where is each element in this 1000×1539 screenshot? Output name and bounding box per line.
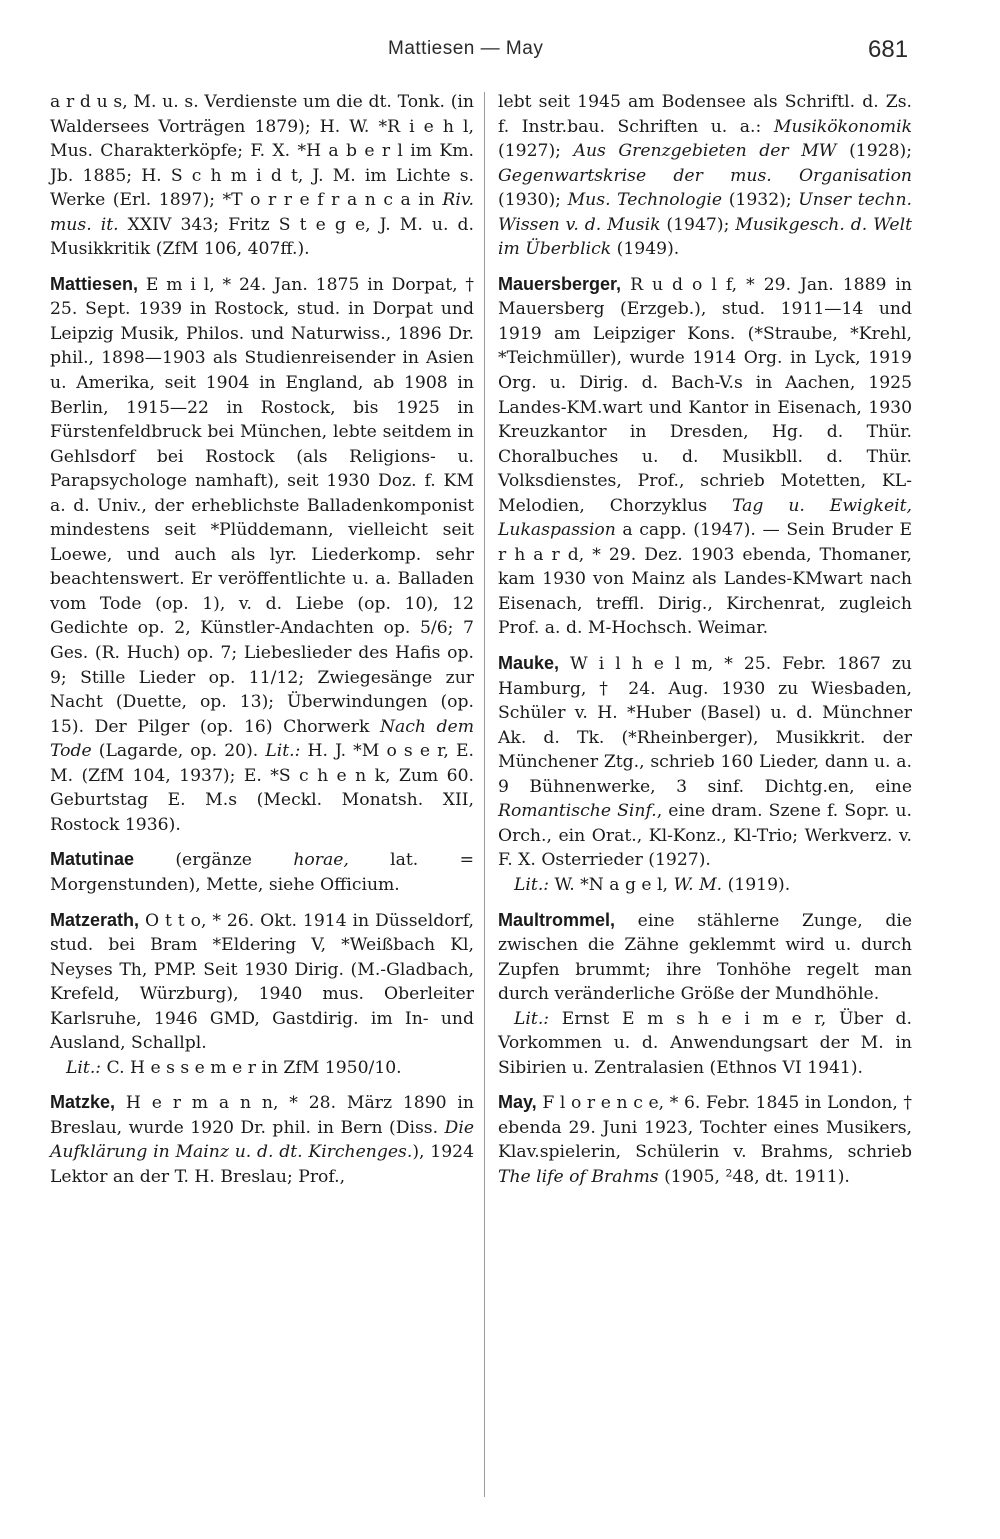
headword: May, <box>498 1092 537 1113</box>
entry-continuation-right: lebt seit 1945 am Bodensee als Schriftl. d. Zs. f. Instr.bau. Schriften u. a.: Musikökonomik (1927); Aus Grenzgebieten der MW (1928); Gegenwartskrise der mus. Organisation (1930); Mus. Technologie (1932); Unser techn. Wissen v. d. Musik (1947); Musikgesch. d. Welt im Überblick (1949). <box>498 92 913 260</box>
headword: Mattiesen, <box>50 273 139 294</box>
headword: Matutinae <box>50 849 135 870</box>
headword: Maultrommel, <box>498 909 616 930</box>
page-number: 681 <box>868 36 909 63</box>
running-title: Mattiesen — May <box>388 38 544 59</box>
right-column <box>498 90 912 1200</box>
entry-mauersberger: Mauersberger, R u d o l f, * 29. Jan. 1889 in Mauersberg (Erzgeb.), stud. 1911—14 und 1919 am Leipziger Kons. (*Straube, *Krehl, *Teichmüller), wurde 1914 Org. in Lyck, 1919 Org. u. Dirig. d. Bach-V.s in Aachen, 1925 Landes-KM.wart und Kantor in Eisenach, 1930 Kreuzkantor in Dresden, Hg. d. Thür. Choralbuches u. d. Musikbll. d. Thür. Volksdienstes, Prof., schrieb Motetten, KL-Melodien, Chorzyklus Tag u. Ewigkeit, Lukaspassion a capp. (1947). — Sein Bruder E r h a r d, * 29. Dez. 1903 ebenda, Thomaner, kam 1930 von Mainz als Landes-KMwart nach Eisenach, treffl. Dirig., Kirchenrat, zugleich Prof. a. d. M-Hochsch. Weimar. <box>498 273 913 639</box>
entry-matzerath: Matzerath, O t t o, * 26. Okt. 1914 in Düsseldorf, stud. bei Bram *Eldering V, *Weißbach Kl, Neyses Th, PMP. Seit 1930 Dirig. (M.-Gladbach, Krefeld, Würzburg), 1940 mus. Oberleiter Karlsruhe, 1946 GMD, Gastdirig. im In- und Ausland, Schallpl. Lit.: C. H e s s e m e r in ZfM 1950/10. <box>50 909 474 1078</box>
column-divider <box>484 92 485 1497</box>
entry-continuation-left: a r d u s, M. u. s. Verdienste um die dt. Tonk. (in Waldersees Vorträgen 1879); H. W. *R i e h l, Mus. Charakterköpfe; F. X. *H a b e r l im Km. Jb. 1885; H. S c h m i d t, J. M. im Lichte s. Werke (Erl. 1897); *T o r r e f r a n c a in Riv. mus. it. XXIV 343; Fritz S t e g e, J. M. u. d. Musikkritik (ZfM 106, 407ff.). <box>50 92 475 260</box>
entry-matzke: Matzke, H e r m a n n, * 28. März 1890 in Breslau, wurde 1920 Dr. phil. in Bern (Diss. Die Aufklärung in Mainz u. d. dt. Kirchenges.), 1924 Lektor an der T. H. Breslau; Prof., <box>50 1092 475 1187</box>
entry-maultrommel: Maultrommel, eine stählerne Zunge, die zwischen die Zähne geklemmt wird u. durch Zupfen brummt; ihre Tonhöhe regelt man durch veränderliche Größe der Mundhöhle. Lit.: Ernst E m s h e i m e r, Über d. Vorkommen u. d. Anwendungsart der M. in Sibirien u. Zentralasien (Ethnos VI 1941). <box>498 909 912 1078</box>
headword: Mauke, <box>498 653 560 674</box>
entry-matutinae: Matutinae (ergänze horae, lat. = Morgenstunden), Mette, siehe Officium. <box>50 849 474 895</box>
entry-may: May, F l o r e n c e, * 6. Febr. 1845 in London, † ebenda 29. Juni 1923, Tochter eines Musikers, Klav.spielerin, Schülerin v. Brahms, schrieb The life of Brahms (1905, ²48, dt. 1911). <box>498 1092 912 1187</box>
left-column <box>50 90 474 1200</box>
entry-mattiesen: Mattiesen, E m i l, * 24. Jan. 1875 in Dorpat, † 25. Sept. 1939 in Rostock, stud. in Dorpat und Leipzig Musik, Philos. und Naturwiss., 1896 Dr. phil., 1898—1903 als Studienreisender in Asien u. Amerika, seit 1904 in England, ab 1908 in Berlin, 1915—22 in Rostock, bis 1925 in Fürstenfeldbruck bei München, lebte seitdem in Gehlsdorf bei Rostock (als Religions- u. Parapsychologe namhaft), seit 1930 Doz. f. KM a. d. Univ., der erheblichste Balladenkomponist mindestens seit *Plüddemann, vielleicht seit Loewe, und auch als lyr. Liederkomp. sehr beachtenswert. Er veröffentlichte u. a. Balladen vom Tode (op. 1), v. d. Liebe (op. 10), 12 Gedichte op. 2, Künstler-Andachten op. 5/6; 7 Ges. (R. Huch) op. 7; Liebeslieder des Hafis op. 9; Stille Lieder op. 11/12; Zwiegesänge zur Nacht (Duette, op. 13); Überwindungen (op. 15). Der Pilger (op. 16) Chorwerk Nach dem Tode (Lagarde, op. 20). Lit.: H. J. *M o s e r, E. M. (ZfM 104, 1937); E. *S c h e n k, Zum 60. Geburtstag E. M.s (Meckl. Monatsh. XII, Rostock 1936). <box>50 273 475 835</box>
entry-mauke: Mauke, W i l h e l m, * 25. Febr. 1867 zu Hamburg, † 24. Aug. 1930 zu Wiesbaden, Schüler v. H. *Huber (Basel) u. d. Münchner Ak. d. Tk. (*Rheinberger), Musikkrit. der Münchener Ztg., schrieb 160 Lieder, dann u. a. 9 Bühnenwerke, 3 sinf. Dichtg.en, eine Romantische Sinf., eine dram. Szene f. Sopr. u. Orch., ein Orat., Kl-Konz., Kl-Trio; Werkverz. v. F. X. Osterrieder (1927). Lit.: W. *N a g e l, W. M. (1919). <box>498 653 912 895</box>
headword: Matzke, <box>50 1092 116 1113</box>
headword: Mauersberger, <box>498 273 622 294</box>
page-header <box>0 38 1000 78</box>
headword: Matzerath, <box>50 909 140 930</box>
